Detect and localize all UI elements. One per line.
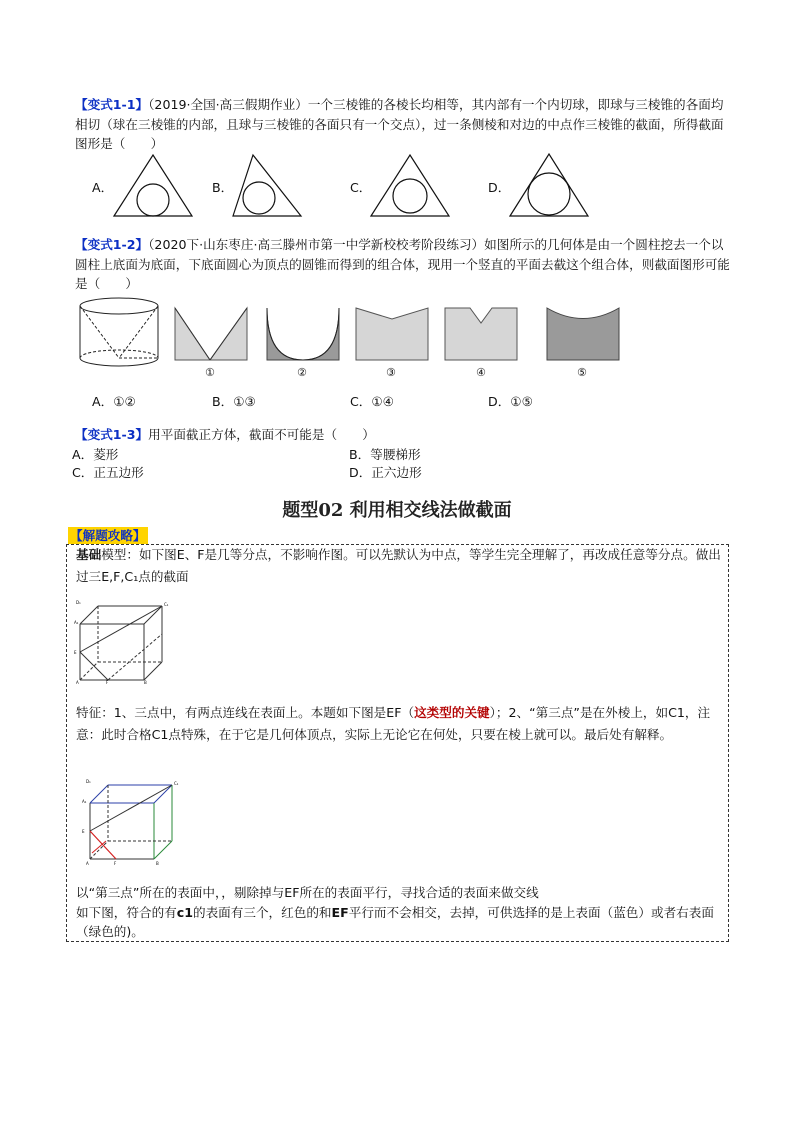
cube2-label-f: F (114, 861, 117, 866)
q2-option-d: D．①⑤ (488, 394, 533, 409)
q1-option-c-figure (369, 153, 451, 218)
section-figure-3 (355, 307, 429, 361)
question-2-tag: 【变式1-2】 (75, 237, 149, 252)
strategy-paragraph-1: 基础模型：如下图E、F是几等分点，不影响作图。可以先默认为中点，等学生完全理解了，再改成任意等分点。做出过三E,F,C₁点的截面 (76, 547, 721, 584)
cube-figure-2 (82, 779, 179, 866)
question-3-text: 【变式1-3】用平面截正方体，截面不可能是（ ） (75, 427, 375, 442)
cube1-label-a1: A₁ (74, 620, 79, 625)
cube2-label-d1: D₁ (86, 779, 91, 784)
q2-option-c: C．①④ (350, 394, 394, 409)
q1-option-a-figure (112, 153, 194, 218)
cube2-label-c1: C₁ (174, 781, 179, 786)
q3-option-c: C．正五边形 (72, 465, 144, 480)
question-1-tag: 【变式1-1】 (75, 97, 149, 112)
question-3-tag: 【变式1-3】 (75, 427, 149, 442)
cube1-label-f: F (106, 680, 109, 685)
strategy-paragraph-2: 特征：1、三点中，有两点连线在表面上。本题如下图是EF（这类型的关键）；2、“第三点”是在外棱上，如C1，注意：此时合格C1点特殊，在于它是几何体顶点，实际上无论它在何处，只要在棱上就可以。最后处有解释。 (76, 705, 711, 742)
cube1-label-a: A (76, 680, 79, 685)
q1-option-d-figure (508, 152, 590, 218)
cube-figure-1 (74, 600, 169, 685)
section-figure-4 (444, 307, 518, 361)
section-figure-1 (174, 307, 248, 361)
section-figure-2 (266, 307, 340, 361)
section-figure-5 (546, 307, 620, 361)
cube1-label-d1: D₁ (76, 600, 81, 605)
question-1-text: 【变式1-1】（2019·全国·高三假期作业）一个三棱锥的各棱长均相等，其内部有一个内切球，即球与三棱锥的各面均相切（球在三棱锥的内部，且球与三棱锥的各面只有一个交点），过一条侧棱和对边的中点作三棱锥的截面，所得截面图形是（ ） (75, 97, 724, 151)
cube1-label-e: E (74, 650, 77, 655)
section-figure-2-label: ② (297, 366, 307, 379)
question-2-text: 【变式1-2】（2020下·山东枣庄·高三滕州市第一中学新校校考阶段练习）如图所示的几何体是由一个圆柱挖去一个以圆柱上底面为底面，下底面圆心为顶点的圆锥而得到的组合体，现用一个竖直的平面去截这个组合体，则截面图形可能是（ ） (75, 237, 730, 291)
strategy-paragraph-4: 如下图，符合的有c1的表面有三个，红色的和EF平行而不会相交，去掉，可供选择的是上表面（蓝色）或者右表面（绿色的)。 (76, 905, 714, 939)
strategy-badge: 【解题攻略】 (70, 528, 146, 543)
section-figure-5-label: ⑤ (577, 366, 587, 379)
q2-option-a: A．①② (92, 394, 136, 409)
q1-option-b-figure (231, 153, 303, 218)
cylinder-cone-figure (78, 296, 162, 372)
q2-option-b: B．①③ (212, 394, 256, 409)
cube2-label-a1: A₁ (82, 799, 87, 804)
section-figure-4-label: ④ (476, 366, 486, 379)
section-figure-1-label: ① (205, 366, 215, 379)
q1-option-c-label: C． (350, 180, 372, 195)
q3-option-d: D．正六边形 (349, 465, 422, 480)
cube2-label-e: E (82, 829, 85, 834)
q3-option-b: B．等腰梯形 (349, 447, 421, 462)
section-heading: 题型02 利用相交线法做截面 (282, 500, 512, 521)
section-figure-3-label: ③ (386, 366, 396, 379)
cube2-label-b: B (156, 861, 159, 866)
q1-option-b-label: B． (212, 180, 234, 195)
q3-option-a: A．菱形 (72, 447, 119, 462)
cube2-label-a: A (86, 861, 89, 866)
q1-option-d-label: D． (488, 180, 511, 195)
strategy-paragraph-3: 以“第三点”所在的表面中，，剔除掉与EF所在的表面平行，寻找合适的表面来做交线 (76, 885, 539, 900)
q1-option-a-label: A． (92, 180, 114, 195)
cube1-label-c1: C₁ (164, 602, 169, 607)
cube1-label-b: B (144, 680, 147, 685)
